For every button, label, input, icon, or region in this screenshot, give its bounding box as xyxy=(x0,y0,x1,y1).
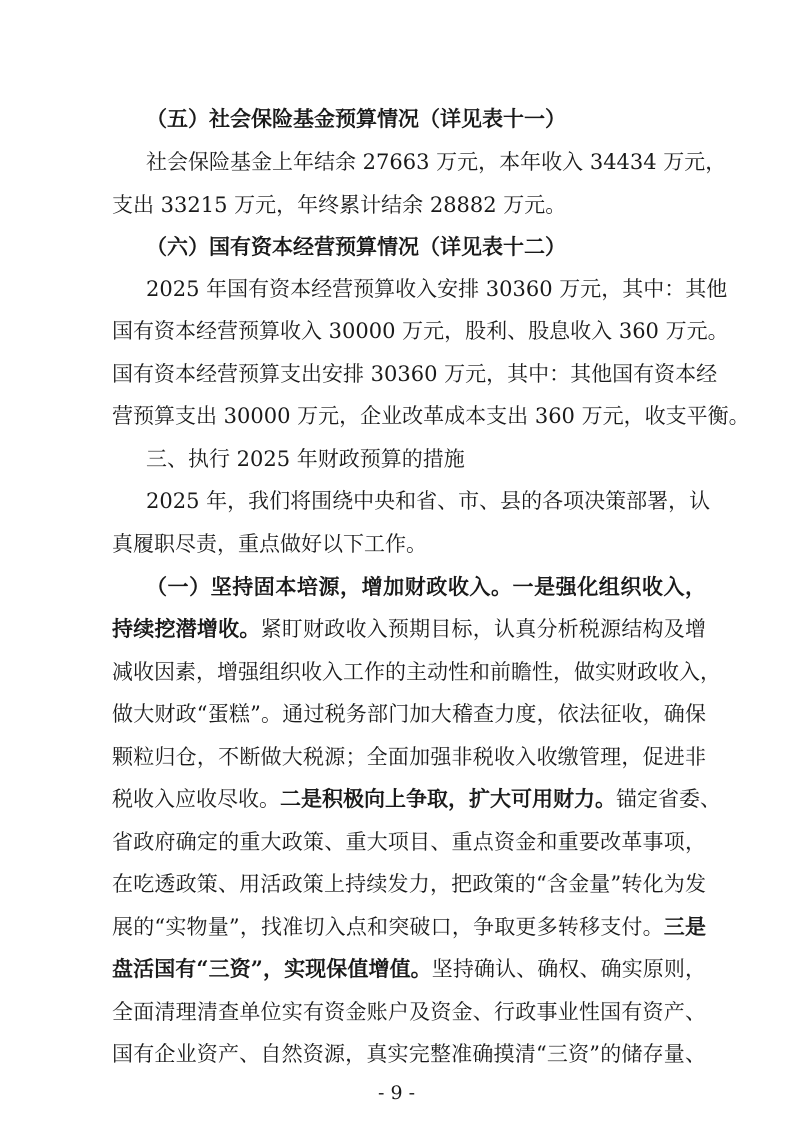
section-heading-measures: 三、执行 2025 年财政预算的措施 xyxy=(146,447,465,471)
paragraph-line: 全面清理清查单位实有资金账户及资金、行政事业性国有资产、 xyxy=(112,1000,706,1024)
paragraph-line: 国有资本经营预算支出安排 30360 万元，其中：其他国有资本经 xyxy=(112,362,718,386)
text-run: 紧盯财政收入预期目标，认真分析税源结构及增 xyxy=(260,617,707,641)
bold-phrase: 三是 xyxy=(663,914,706,939)
paragraph-line: 真履职尽责，重点做好以下工作。 xyxy=(112,532,427,556)
section-heading-social-insurance: （五）社会保险基金预算情况（详见表十一） xyxy=(146,106,566,131)
bold-phrase: 盘活国有“三资”，实现保值增值。 xyxy=(112,956,432,981)
paragraph-line xyxy=(112,784,721,814)
text-run: 税收入应收尽收。 xyxy=(112,787,280,811)
paragraph-line: 做大财政“蛋糕”。通过税务部门加大稽查力度，依法征收，确保 xyxy=(112,702,706,726)
bold-phrase: 二是积极向上争取，扩大可用财力。 xyxy=(280,786,616,811)
paragraph-line: 省政府确定的重大政策、重大项目、重点资金和重要改革事项， xyxy=(112,830,706,854)
paragraph-line: 颗粒归仓，不断做大税源；全面加强非税收入收缴管理，促进非 xyxy=(112,745,706,769)
paragraph-line: 支出 33215 万元，年终累计结余 28882 万元。 xyxy=(112,193,567,217)
paragraph-line: 国有企业资产、自然资源，真实完整准确摸清“三资”的储存量、 xyxy=(112,1042,706,1066)
paragraph-line: 在吃透政策、用活政策上持续发力，把政策的“含金量”转化为发 xyxy=(112,872,706,896)
text-run: 锚定省委、 xyxy=(616,787,721,811)
paragraph-line: 社会保险基金上年结余 27663 万元，本年收入 34434 万元， xyxy=(146,150,727,174)
paragraph-line: 减收因素，增强组织收入工作的主动性和前瞻性，做实财政收入， xyxy=(112,660,721,684)
text-run: 坚持确认、确权、确实原则， xyxy=(431,957,706,981)
paragraph-line: 2025 年国有资本经营预算收入安排 30360 万元，其中：其他 xyxy=(146,277,728,301)
bold-heading-line: （一）坚持固本培源，增加财政收入。一是强化组织收入， xyxy=(146,574,706,599)
page-number: - 9 - xyxy=(377,1082,415,1104)
section-heading-state-capital: （六）国有资本经营预算情况（详见表十二） xyxy=(146,234,566,259)
paragraph-line xyxy=(112,912,706,942)
text-run: 展的“实物量”，找准切入点和突破口，争取更多转移支付。 xyxy=(112,915,664,939)
paragraph-line: 营预算支出 30000 万元，企业改革成本支出 360 万元，收支平衡。 xyxy=(112,404,750,428)
paragraph-line xyxy=(112,614,706,644)
bold-phrase: 持续挖潜增收。 xyxy=(112,616,261,641)
paragraph-line: 2025 年，我们将围绕中央和省、市、县的各项决策部署，认 xyxy=(146,489,711,513)
paragraph-line: 国有资本经营预算收入 30000 万元，股利、股息收入 360 万元。 xyxy=(112,319,729,343)
paragraph-line xyxy=(112,954,706,984)
